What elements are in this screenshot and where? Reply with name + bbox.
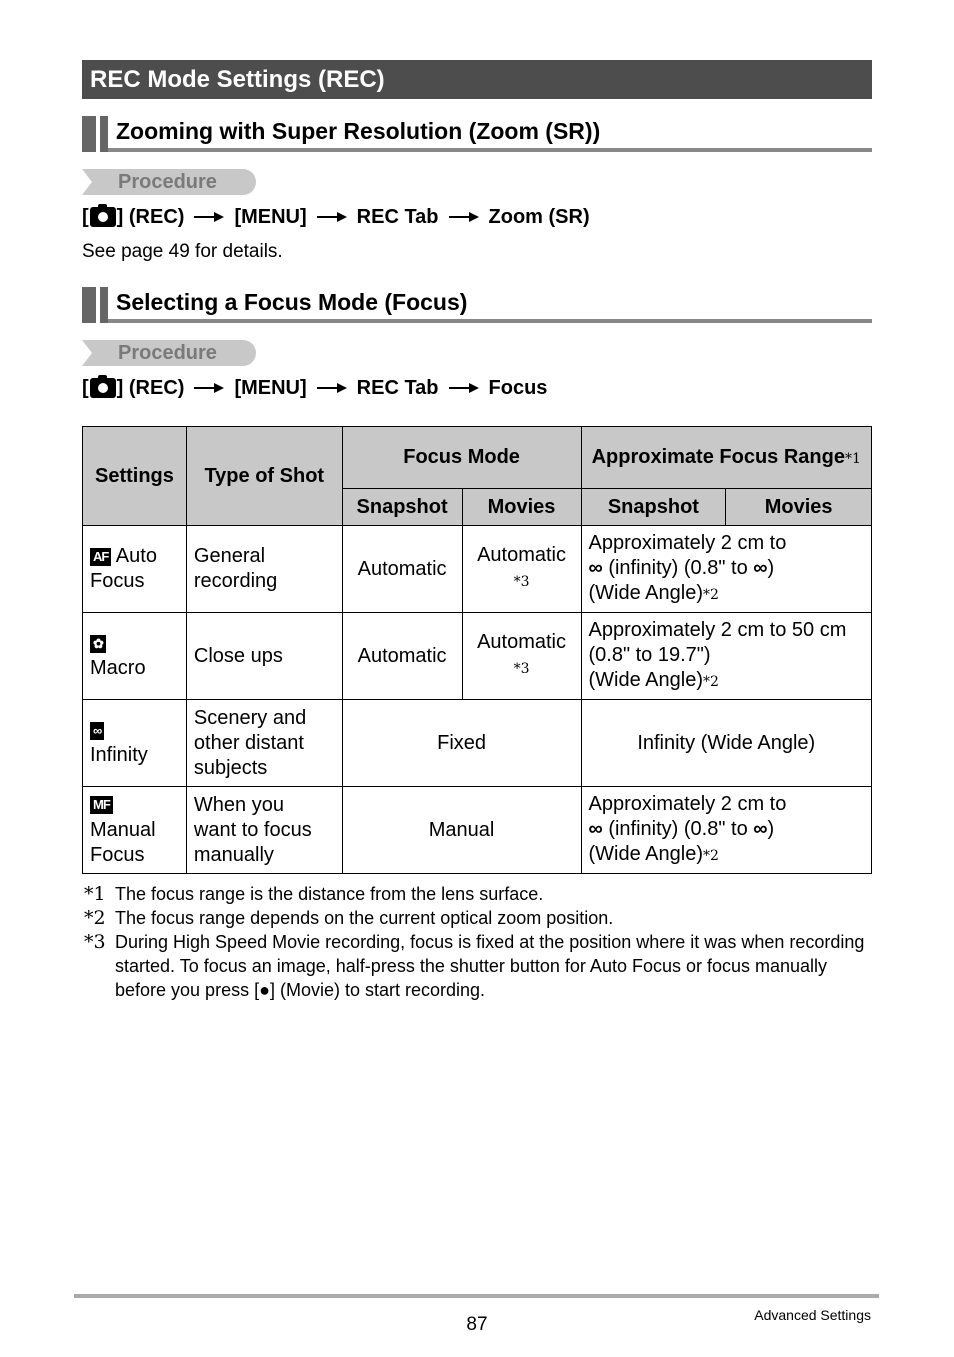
- heading-marker: [82, 116, 96, 152]
- range-cell: Approximately 2 cm to ∞ (infinity) (0.8" to ∞) (Wide Angle)*2: [581, 787, 872, 874]
- range-cell: Infinity (Wide Angle): [581, 700, 872, 787]
- infinity-icon: ∞: [753, 556, 768, 579]
- procedure-label: Procedure: [118, 342, 217, 364]
- movie-mode-cell: Automatic *3: [462, 613, 581, 700]
- focus-mode-table: [82, 426, 872, 874]
- focus-mode-cell: Manual: [342, 787, 581, 874]
- procedure-label: Procedure: [118, 171, 217, 193]
- infinity-icon: ∞: [753, 817, 768, 840]
- setting-cell: ∞ Infinity: [83, 700, 187, 787]
- arrow-right-icon: [317, 383, 347, 393]
- header-type-of-shot: Type of Shot: [186, 427, 342, 526]
- setting-cell: ✿ Macro: [83, 613, 187, 700]
- chapter-title: REC Mode Settings (REC): [82, 60, 872, 99]
- arrow-right-icon: [449, 383, 479, 393]
- footnote: *2 The focus range depends on the current optical zoom position.: [84, 907, 614, 929]
- page-number: 87: [466, 1314, 488, 1335]
- shot-cell: When you want to focus manually: [186, 787, 342, 874]
- heading-marker: [82, 287, 96, 323]
- footer-section-name: Advanced Settings: [754, 1307, 871, 1323]
- heading-underline: [108, 148, 872, 152]
- section-heading-focus: [82, 285, 872, 323]
- table-row: [83, 613, 872, 700]
- shot-cell: Close ups: [186, 613, 342, 700]
- footer-divider: [74, 1294, 879, 1298]
- header-approx-range: Approximate Focus Range*1: [581, 427, 872, 489]
- header-snapshot: Snapshot: [342, 489, 462, 526]
- focus-mode-cell: Fixed: [342, 700, 581, 787]
- macro-flower-icon: ✿: [90, 635, 106, 653]
- snapshot-mode-cell: Automatic: [342, 526, 462, 613]
- header-snapshot: Snapshot: [581, 489, 726, 526]
- infinity-icon: ∞: [588, 817, 603, 840]
- footnotes: [82, 882, 872, 1002]
- table-row: [83, 700, 872, 787]
- section-title: Selecting a Focus Mode (Focus): [116, 289, 468, 315]
- table-row: [83, 787, 872, 874]
- heading-marker: [100, 287, 108, 323]
- heading-underline: [108, 319, 872, 323]
- camera-icon: [90, 378, 116, 398]
- camera-icon: [90, 207, 116, 227]
- footnote: *1 The focus range is the distance from the lens surface.: [84, 883, 544, 905]
- arrow-right-icon: [194, 212, 224, 222]
- shot-cell: Scenery and other distant subjects: [186, 700, 342, 787]
- arrow-right-icon: [194, 383, 224, 393]
- header-settings: Settings: [83, 427, 187, 526]
- procedure-path: [ ] (REC) [MENU] REC Tab Zoom (SR): [82, 206, 590, 228]
- auto-focus-icon: AF: [90, 548, 111, 566]
- heading-marker: [100, 116, 108, 152]
- footnote: *3 During High Speed Movie recording, focus is fixed at the position where it was when recording started. To focus an image, half-press the shutter button for Auto Focus or focus manually before you press [●] (Movie) to start recording.: [84, 931, 865, 1000]
- arrow-right-icon: [449, 212, 479, 222]
- table-row: [83, 526, 872, 613]
- header-movies: Movies: [726, 489, 872, 526]
- arrow-right-icon: [317, 212, 347, 222]
- range-cell: Approximately 2 cm to ∞ (infinity) (0.8" to ∞) (Wide Angle)*2: [581, 526, 872, 613]
- setting-cell: MF Manual Focus: [83, 787, 187, 874]
- movie-mode-cell: Automatic *3: [462, 526, 581, 613]
- snapshot-mode-cell: Automatic: [342, 613, 462, 700]
- header-focus-mode: Focus Mode: [342, 427, 581, 489]
- section-title: Zooming with Super Resolution (Zoom (SR)): [116, 118, 601, 144]
- range-cell: Approximately 2 cm to 50 cm (0.8" to 19.7") (Wide Angle)*2: [581, 613, 872, 700]
- header-movies: Movies: [462, 489, 581, 526]
- see-page-note: See page 49 for details.: [82, 241, 283, 262]
- procedure-path: [ ] (REC) [MENU] REC Tab Focus: [82, 377, 548, 399]
- procedure-tag: [82, 169, 256, 195]
- infinity-icon: ∞: [588, 556, 603, 579]
- shot-cell: General recording: [186, 526, 342, 613]
- manual-focus-icon: MF: [90, 796, 113, 814]
- section-heading-zoom-sr: [82, 114, 872, 152]
- infinity-mode-icon: ∞: [90, 722, 104, 740]
- procedure-tag: [82, 340, 256, 366]
- setting-cell: AF Auto Focus: [83, 526, 187, 613]
